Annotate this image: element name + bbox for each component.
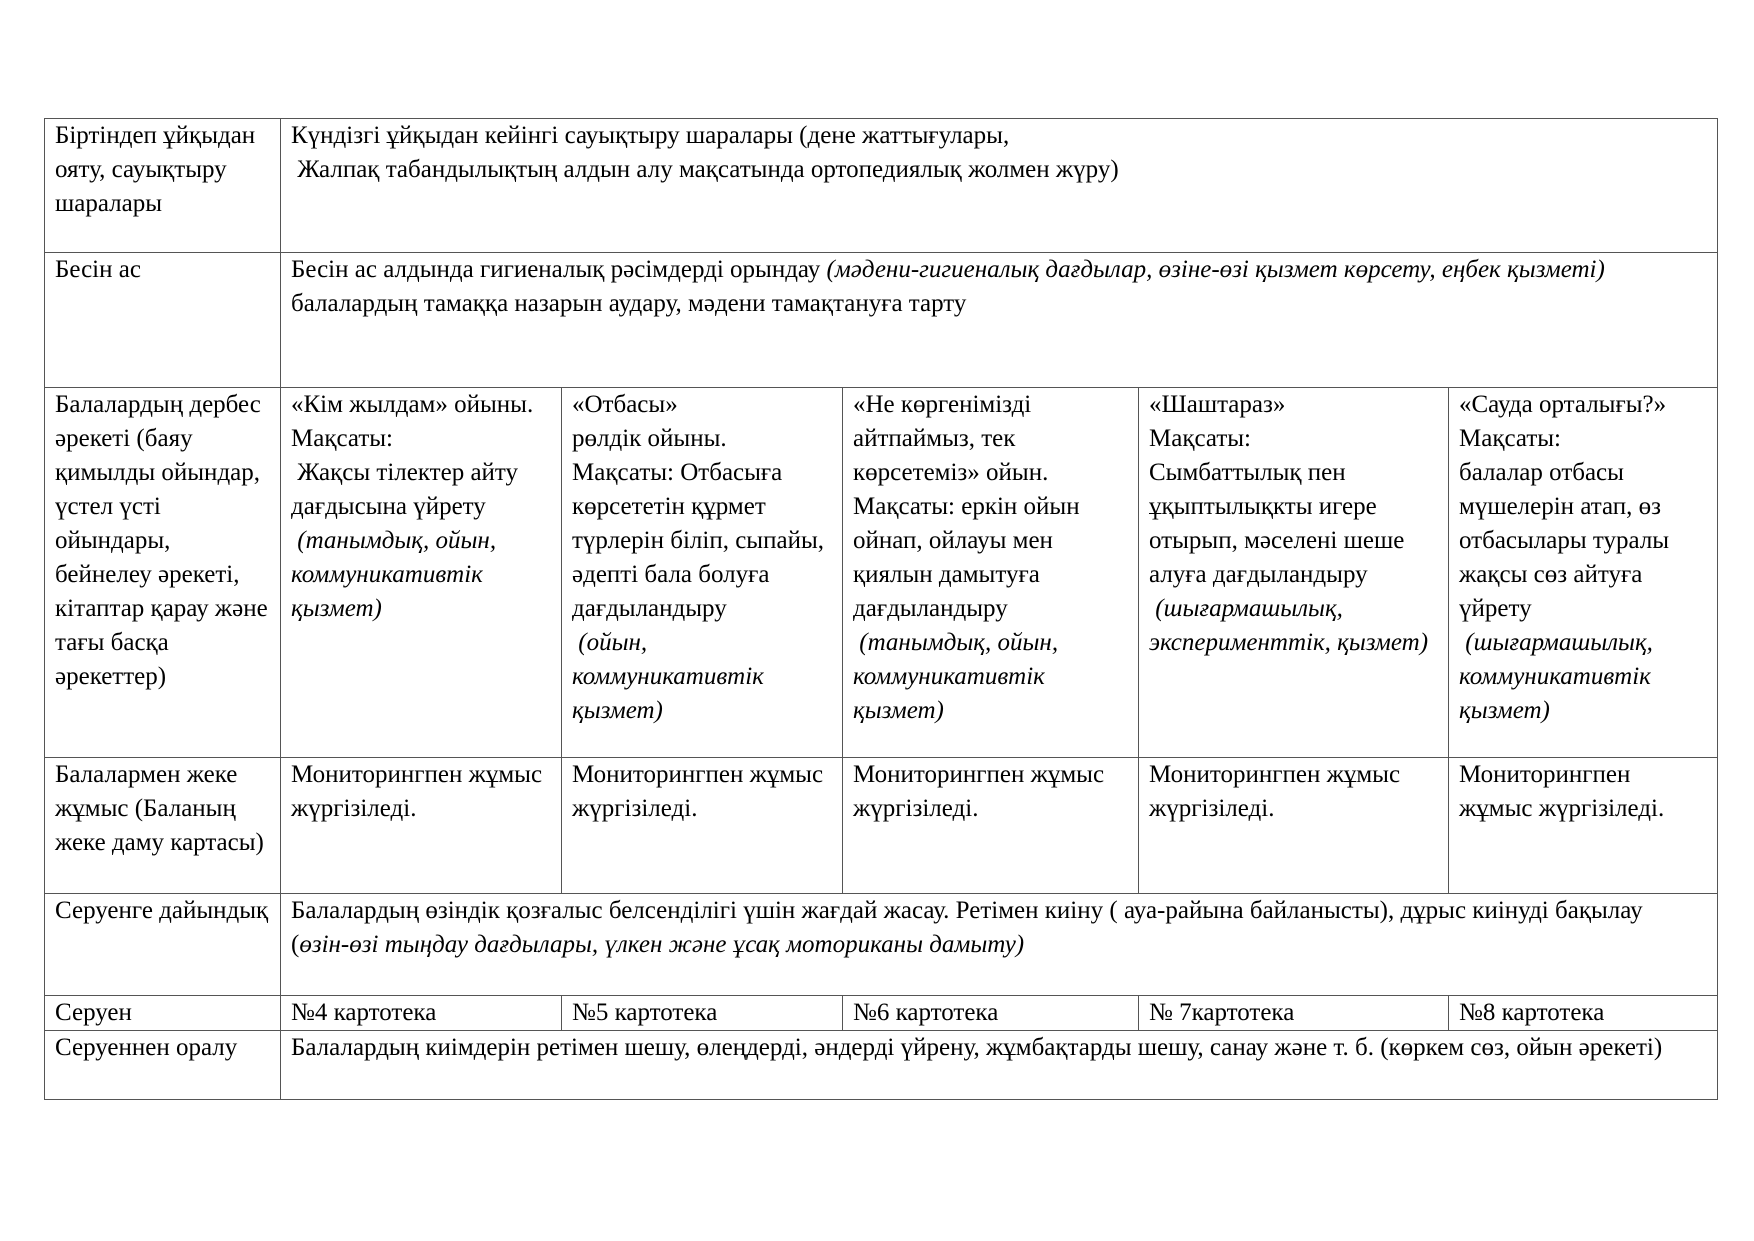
row-wake-up <box>45 119 1718 253</box>
activity-italic-4: (шығармашылық, эксперименттік, қызмет) <box>1149 595 1429 656</box>
individual-cell-1: Мониторингпен жұмыс жүргізіледі. <box>281 758 562 894</box>
cell-walk-preparation-content <box>281 894 1718 996</box>
row-walk-preparation <box>45 894 1718 996</box>
walk-cell-4: № 7картотека <box>1139 996 1449 1031</box>
snack-text-2: балалардың тамаққа назарын аудару, мәдени тамақтануға тарту <box>291 290 967 317</box>
cell-snack-content <box>281 253 1718 388</box>
row-label-snack: Бесін ас <box>45 253 281 388</box>
individual-cell-3: Мониторингпен жұмыс жүргізіледі. <box>843 758 1139 894</box>
activity-italic-2: (ойын, коммуникативтік қызмет) <box>572 629 771 724</box>
row-walk <box>45 996 1718 1031</box>
snack-italic-note: (мәдени-гигиеналық дағдылар, өзіне-өзі қызмет көрсету, еңбек қызметі) <box>826 256 1605 283</box>
row-label-wake-up: Біртіндеп ұйқыдан ояту, сауықтыру шаралары <box>45 119 281 253</box>
activity-text-3: «Не көргенімізді айтпаймыз, тек көрсетеміз» ойын. Мақсаты: еркін ойын ойнап, ойлауы мен қиялын дамытуға дағдыландыру <box>853 391 1080 622</box>
walk-cell-5: №8 картотека <box>1449 996 1718 1031</box>
row-label-walk-preparation: Серуенге дайындық <box>45 894 281 996</box>
walk-preparation-text: Балалардың өзіндік қозғалыс белсенділігі үшін жағдай жасау. Ретімен киіну ( ауа-райына байланысты), дұрыс киінуді бақылау <box>291 897 1643 924</box>
activity-text-1: «Кім жылдам» ойыны. Мақсаты: Жақсы тілектер айту дағдысына үйрету <box>291 391 534 520</box>
wake-up-line-1: Күндізгі ұйқыдан кейінгі сауықтыру шаралары (дене жаттығулары, <box>291 122 1010 149</box>
row-individual-work <box>45 758 1718 894</box>
activity-text-5: «Сауда орталығы?» Мақсаты: балалар отбасы мүшелерін атап, өз отбасылары туралы жақсы сөз айтуға үйрету <box>1459 391 1670 622</box>
walk-preparation-italic-note: өзін-өзі тыңдау дағдылары, үлкен және ұсақ моториканы дамыту) <box>299 931 1025 958</box>
row-label-return-from-walk: Серуеннен оралу <box>45 1031 281 1100</box>
individual-cell-4: Мониторингпен жұмыс жүргізіледі. <box>1139 758 1449 894</box>
daily-plan-table <box>44 118 1718 1100</box>
cell-wake-up-content <box>281 119 1718 253</box>
walk-preparation-paren: ( <box>291 931 300 958</box>
wake-up-line-2: Жалпақ табандылықтың алдын алу мақсатында ортопедиялық жолмен жүру) <box>291 156 1119 183</box>
row-label-independent-activity: Балалардың дербес әрекеті (баяу қимылды ойындар, үстел үсті ойындары, бейнелеу әрекеті, кітаптар қарау және тағы басқа әрекеттер) <box>45 388 281 758</box>
activity-cell-1 <box>281 388 562 758</box>
individual-cell-5: Мониторингпен жұмыс жүргізіледі. <box>1449 758 1718 894</box>
activity-italic-3: (танымдық, ойын, коммуникативтік қызмет) <box>853 629 1065 724</box>
walk-cell-2: №5 картотека <box>562 996 843 1031</box>
walk-cell-3: №6 картотека <box>843 996 1139 1031</box>
activity-text-2: «Отбасы» рөлдік ойыны. Мақсаты: Отбасыға көрсететін құрмет түрлерін біліп, сыпайы, әдепті бала болуға дағдыландыру <box>572 391 825 622</box>
activity-cell-5 <box>1449 388 1718 758</box>
row-label-walk: Серуен <box>45 996 281 1031</box>
activity-italic-1: (танымдық, ойын, коммуникативтік қызмет) <box>291 527 503 622</box>
row-snack <box>45 253 1718 388</box>
activity-cell-4 <box>1139 388 1449 758</box>
snack-text-1: Бесін ас алдында гигиеналық рәсімдерді орындау <box>291 256 827 283</box>
activity-text-4: «Шаштараз» Мақсаты: Сымбаттылық пен ұқыптылықкты игере отырып, мәселені шеше алуға дағдыландыру <box>1149 391 1405 588</box>
activity-cell-2 <box>562 388 843 758</box>
individual-cell-2: Мониторингпен жұмыс жүргізіледі. <box>562 758 843 894</box>
row-label-individual-work: Балалармен жеке жұмыс (Баланың жеке даму картасы) <box>45 758 281 894</box>
activity-italic-5: (шығармашылық, коммуникативтік қызмет) <box>1459 629 1660 724</box>
row-return-from-walk <box>45 1031 1718 1100</box>
cell-return-from-walk-content: Балалардың киімдерін ретімен шешу, өлеңдерді, әндерді үйрену, жұмбақтарды шешу, санау және т. б. (көркем сөз, ойын әрекеті) <box>281 1031 1718 1100</box>
row-independent-activity <box>45 388 1718 758</box>
activity-cell-3 <box>843 388 1139 758</box>
walk-cell-1: №4 картотека <box>281 996 562 1031</box>
